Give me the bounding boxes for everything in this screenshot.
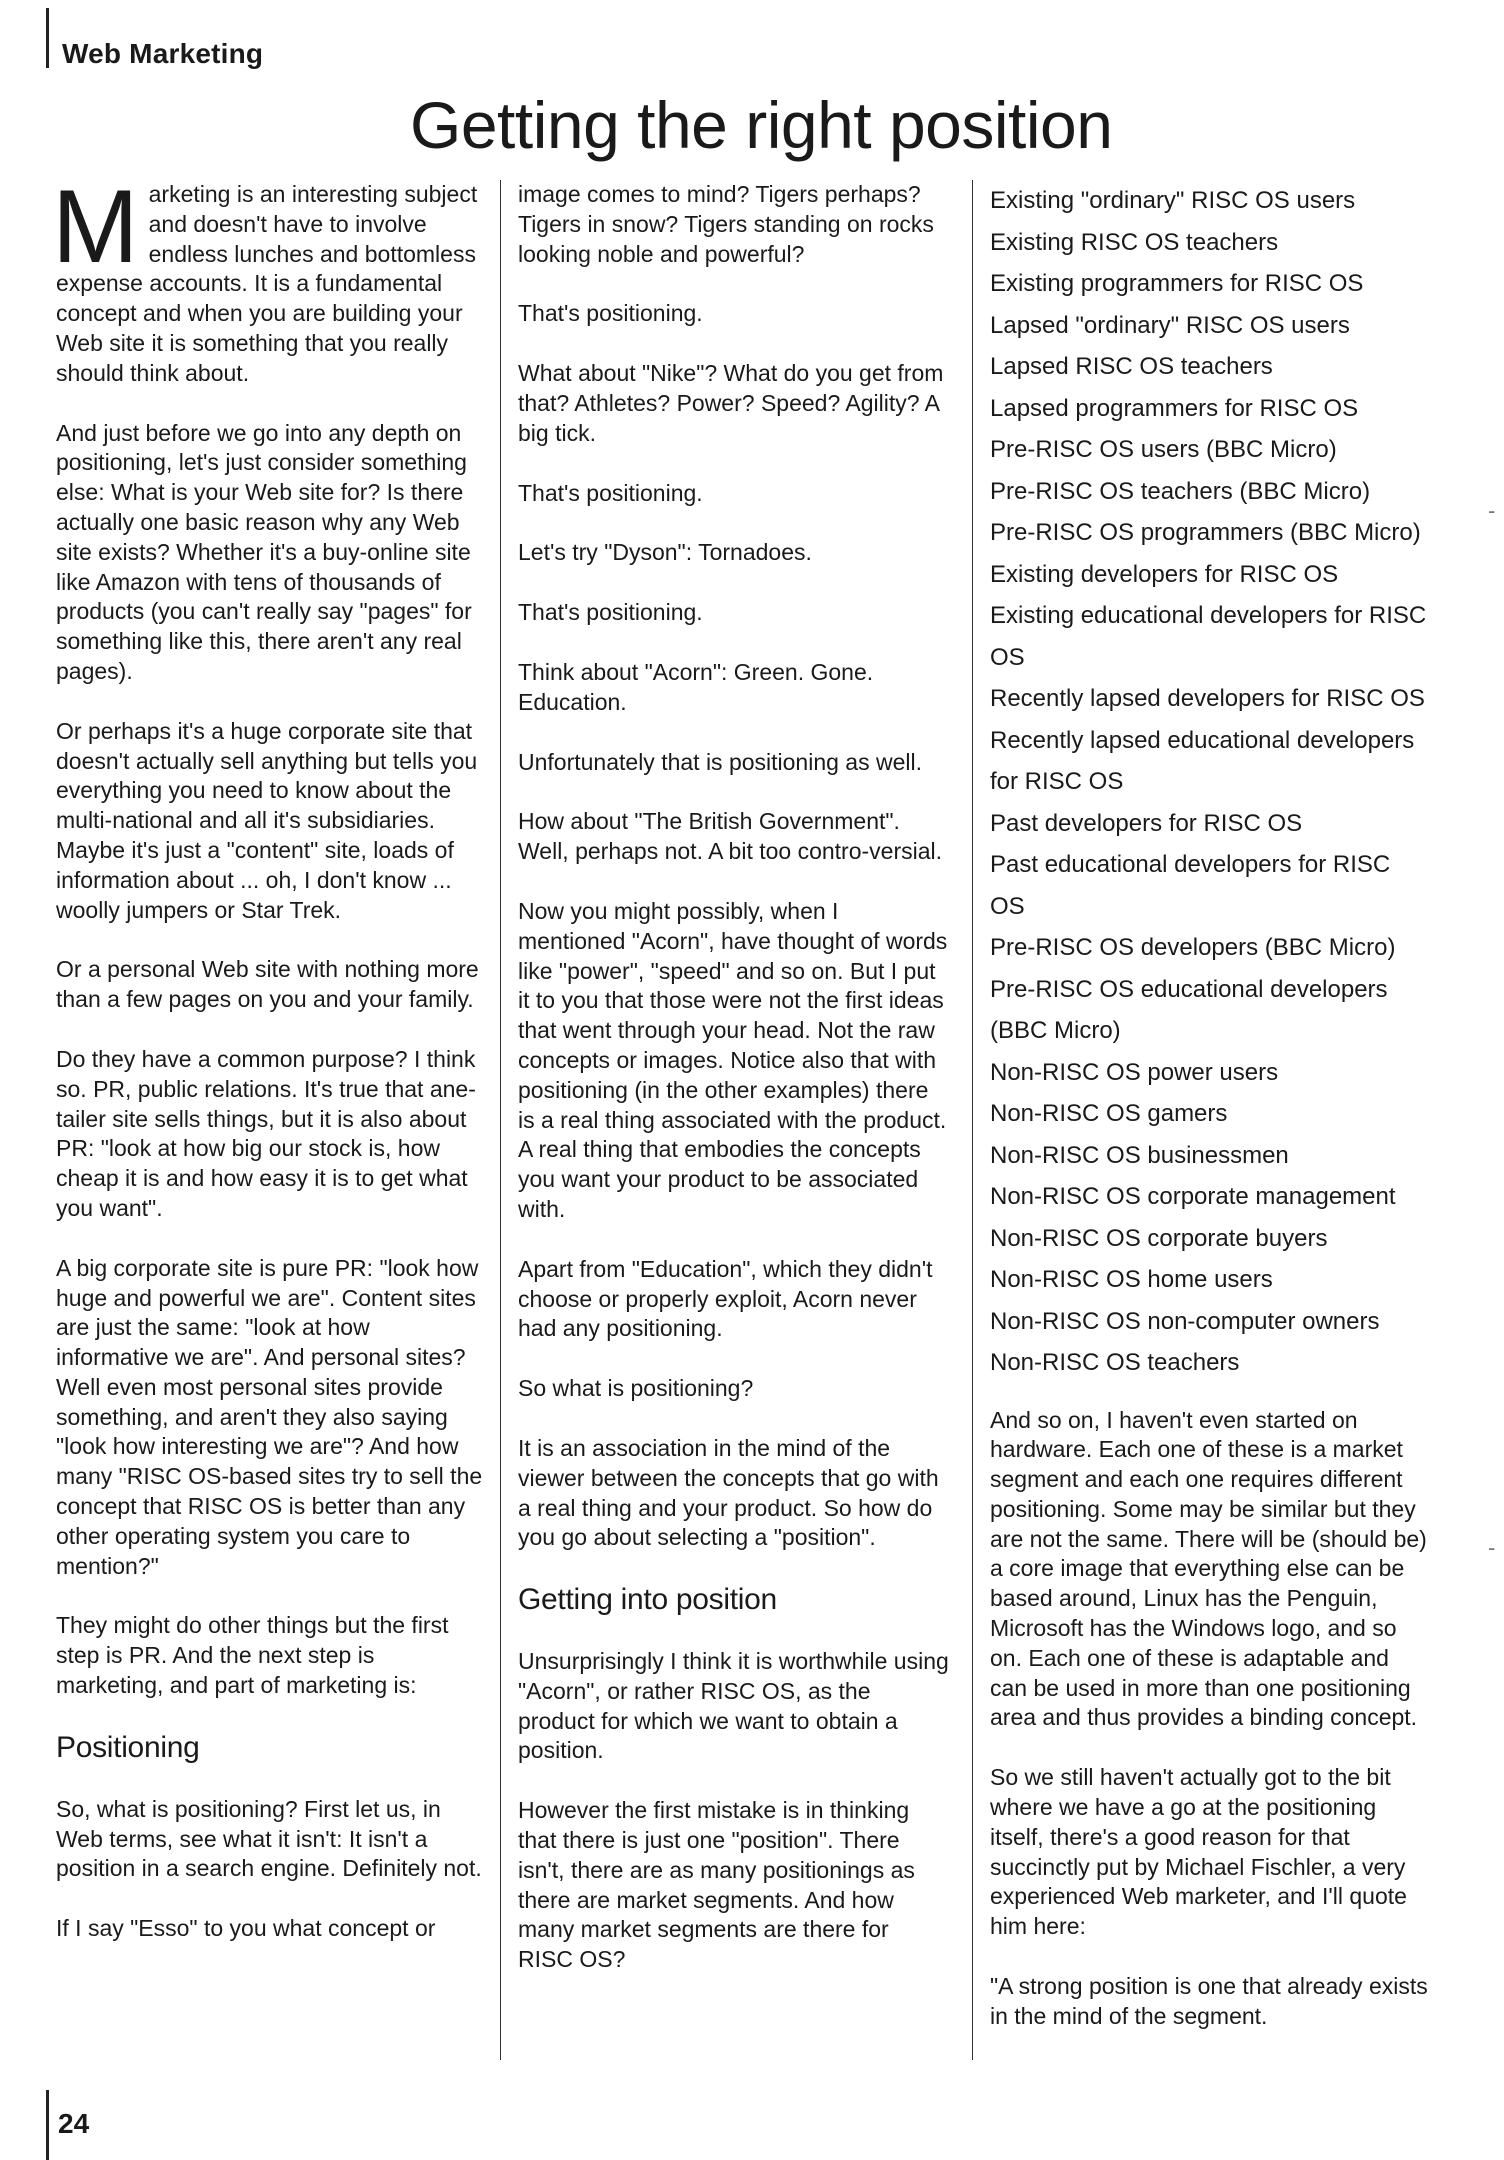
market-segment-list bbox=[990, 180, 1430, 1384]
list-item: Existing RISC OS teachers bbox=[990, 228, 1279, 256]
paragraph: A big corporate site is pure PR: "look how huge and powerful we are". Content sites are just the same: "look at how informative we are". And personal sites? Well even most personal sites provide something, and aren't they also saying "look how interesting we are"? And how many "RISC OS-based sites try to sell the concept that RISC OS is better than any other operating system you care to mention?" bbox=[56, 1254, 483, 1579]
column-divider bbox=[500, 180, 501, 2060]
page-title: Getting the right position bbox=[410, 88, 1113, 162]
paragraph: Or a personal Web site with nothing more than a few pages on you and your family. bbox=[56, 956, 479, 1013]
column-right bbox=[990, 180, 1430, 2062]
list-item: Past developers for RISC OS bbox=[990, 809, 1303, 837]
list-item: Non-RISC OS gamers bbox=[990, 1100, 1228, 1127]
paragraph: image comes to mind? Tigers perhaps? Tigers in snow? Tigers standing on rocks looking noble and powerful? bbox=[518, 181, 934, 267]
paragraph: So, what is positioning? First let us, in Web terms, see what it isn't: It isn't a position in a search engine. Definitely not. bbox=[56, 1795, 482, 1882]
list-item: Non-RISC OS home users bbox=[990, 1266, 1273, 1293]
paragraph: Now you might possibly, when I mentioned "Acorn", have thought of words like "power", "speed" and so on. But I put it to you that those were not the first ideas that went through your head. Not the raw concepts or images. Notice also that with positioning (in the other examples) there is a real thing associated with the product. A real thing that embodies the concepts you want your product to be associated with. bbox=[518, 897, 948, 1222]
paragraph: That's positioning. bbox=[518, 300, 703, 327]
list-item: Lapsed RISC OS teachers bbox=[990, 353, 1273, 380]
paragraph: Think about "Acorn": Green. Gone. Education. bbox=[518, 658, 874, 715]
list-item: Non-RISC OS teachers bbox=[990, 1349, 1240, 1376]
list-item: Lapsed "ordinary" RISC OS users bbox=[990, 311, 1350, 339]
paragraph: They might do other things but the first step is PR. And the next step is marketing, and part of marketing is: bbox=[56, 1612, 449, 1699]
paragraph: Unsurprisingly I think it is worthwhile using "Acorn", or rather RISC OS, as the product for which we want to obtain a position. bbox=[518, 1648, 949, 1764]
paragraph: So we still haven't actually got to the bit where we have a go at the positioning itself, there's a good reason for that succinctly put by Michael Fischler, a very experienced Web marketer, and I'll quote him here: bbox=[990, 1764, 1407, 1940]
list-item: Pre-RISC OS programmers (BBC Micro) bbox=[990, 519, 1421, 546]
intro-text: arketing is an interesting subject and doesn't have to involve endless lunches and bottomless expense accounts. It is a fundamental concept and when you are building your Web site it is something that you really should think about. bbox=[56, 181, 478, 386]
margin-mark: - bbox=[1488, 498, 1496, 523]
paragraph: If I say "Esso" to you what concept or bbox=[56, 1915, 436, 1942]
page-number: 24 bbox=[58, 2108, 90, 2139]
paragraph: Let's try "Dyson": Tornadoes. bbox=[518, 539, 812, 566]
list-item: Non-RISC OS corporate management bbox=[990, 1183, 1396, 1210]
list-item: Recently lapsed developers for RISC OS bbox=[990, 685, 1425, 712]
paragraph: Or perhaps it's a huge corporate site that doesn't actually sell anything but tells you everything you need to know about the multi-national and all it's subsidiaries. Maybe it's just a "content" site, loads of information about ... oh, I don't know ... woolly jumpers or Star Trek. bbox=[56, 717, 478, 923]
list-item: Existing "ordinary" RISC OS users bbox=[990, 187, 1356, 214]
column-divider bbox=[972, 180, 973, 2060]
paragraph: And just before we go into any depth on positioning, let's just consider something else: What is your Web site for? Is there actually one basic reason why any Web site exists? Whether it's a buy-online site like Amazon with tens of thousands of products (you can't really say "pages" for something like this, there aren't any real pages). bbox=[56, 419, 472, 684]
list-item: Pre-RISC OS users (BBC Micro) bbox=[990, 436, 1337, 463]
subheading-positioning: Positioning bbox=[56, 1730, 200, 1764]
subheading-getting-into-position: Getting into position bbox=[518, 1583, 777, 1617]
list-item: Pre-RISC OS developers (BBC Micro) bbox=[990, 934, 1396, 961]
paragraph: Unfortunately that is positioning as well. bbox=[518, 748, 922, 775]
paragraph: That's positioning. bbox=[518, 479, 703, 506]
column-left bbox=[52, 169, 486, 1974]
quote-paragraph: "A strong position is one that already exists in the mind of the segment. bbox=[990, 1973, 1428, 2029]
list-item: Pre-RISC OS educational developers (BBC Micro) bbox=[990, 975, 1388, 1044]
paragraph: How about "The British Government". Well, perhaps not. A bit too contro-versial. bbox=[518, 808, 943, 865]
paragraph: It is an association in the mind of the viewer between the concepts that go with a real thing and your product. So how do you go about selecting a "position". bbox=[518, 1434, 939, 1551]
list-item: Recently lapsed educational developers for RISC OS bbox=[990, 726, 1415, 795]
paragraph: What about "Nike"? What do you get from that? Athletes? Power? Speed? Agility? A big tick. bbox=[518, 360, 944, 446]
header-rule bbox=[46, 8, 49, 68]
list-item: Non-RISC OS corporate buyers bbox=[990, 1224, 1328, 1252]
margin-mark: - bbox=[1488, 1535, 1496, 1560]
paragraph: Do they have a common purpose? I think so. PR, public relations. It's true that ane-tailer site sells things, but it is also about PR: "look at how big our stock is, how cheap it is and how easy it is to get what you want". bbox=[56, 1045, 476, 1221]
list-item: Existing programmers for RISC OS bbox=[990, 270, 1364, 297]
column-middle bbox=[518, 180, 950, 2005]
paragraph: That's positioning. bbox=[518, 599, 703, 626]
paragraph: Apart from "Education", which they didn't choose or properly exploit, Acorn never had any positioning. bbox=[518, 1255, 933, 1342]
list-item: Pre-RISC OS teachers (BBC Micro) bbox=[990, 477, 1371, 505]
list-item: Non-RISC OS non-computer owners bbox=[990, 1307, 1380, 1335]
list-item: Non-RISC OS businessmen bbox=[990, 1141, 1289, 1169]
drop-cap: M bbox=[52, 169, 139, 285]
list-item: Non-RISC OS power users bbox=[990, 1058, 1279, 1086]
list-item: Existing educational developers for RISC OS bbox=[990, 602, 1427, 671]
paragraph: So what is positioning? bbox=[518, 1375, 754, 1402]
intro-paragraph bbox=[52, 169, 486, 389]
paragraph: However the first mistake is in thinking that there is just one "position". There isn't, there are as many positionings as there are market segments. And how many market segments are there for RISC OS? bbox=[518, 1797, 915, 1973]
list-item: Existing developers for RISC OS bbox=[990, 560, 1339, 588]
paragraph: And so on, I haven't even started on hardware. Each one of these is a market segment and each one requires different positioning. Some may be similar but they are not the same. There will be (should be) a core image that everything else can be based around, Linux has the Penguin, Microsoft has the Windows logo, and so on. Each one of these is adaptable and can be used in more than one positioning area and thus provides a binding concept. bbox=[990, 1406, 1427, 1731]
list-item: Past educational developers for RISC OS bbox=[990, 851, 1391, 920]
list-item: Lapsed programmers for RISC OS bbox=[990, 394, 1359, 422]
footer-rule bbox=[46, 2090, 49, 2160]
section-label: Web Marketing bbox=[62, 38, 264, 69]
